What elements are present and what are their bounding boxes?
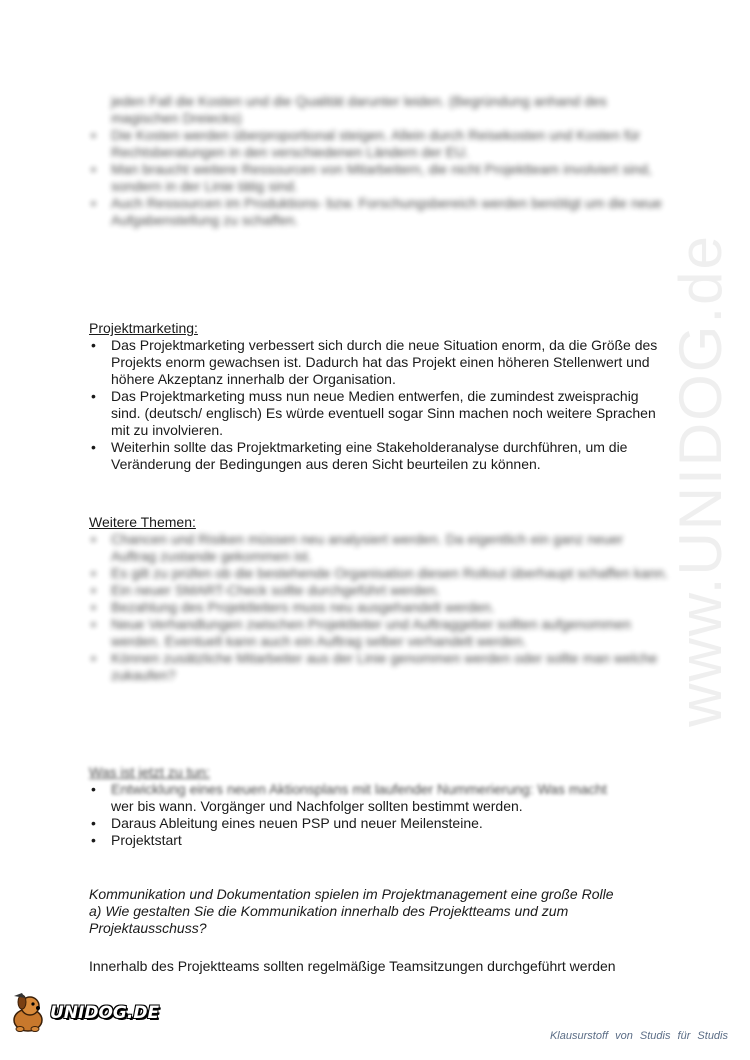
list-item: • Man braucht weitere Ressourcen von Mitarbeitern, die nicht Projektteam involviert sind, sondern in der Linie tätig sind. — [89, 161, 669, 195]
list-item: • Chancen und Risiken müssen neu analysiert werden. Da eigentlich ein ganz neuer Auftrag zustande gekommen ist. — [89, 531, 669, 565]
list-item: • Das Projektmarketing verbessert sich durch die neue Situation enorm, da die Größe des Projekts enorm gewachsen ist. Dadurch hat das Projekt einen höheren Stellenwert und höhere Akzeptanz innerhalb der Organisation. — [89, 337, 669, 388]
list-item: • Neue Verhandlungen zwischen Projektleiter und Auftraggeber sollten aufgenommen werden. Eventuell kann auch ein Auftrag selber verhandelt werden. — [89, 616, 669, 650]
list-item: • Daraus Ableitung eines neuen PSP und neuer Meilensteine. — [89, 815, 669, 832]
list-item: • Die Kosten werden überproportional steigen. Allein durch Reisekosten und Kosten für Rechtsberatungen in den verschiedenen Ländern der EU. — [89, 127, 669, 161]
list-item: • Können zusätzliche Mitarbeiter aus der Linie genommen werden oder sollte man welche zukaufen? — [89, 650, 669, 684]
section-heading: Was ist jetzt zu tun: — [89, 764, 210, 780]
list-item: • Entwicklung eines neuen Aktionsplans mit laufender Nummerierung: Was macht wer bis wann. Vorgänger und Nachfolger sollten bestimmt werden. — [89, 781, 669, 815]
logo-text: UNIDOG.DE — [50, 1003, 160, 1023]
weitere-themen-section — [89, 514, 669, 684]
was-ist-zu-tun-section — [89, 764, 669, 849]
answer-block — [89, 958, 709, 975]
section-heading: Weitere Themen: — [89, 514, 196, 530]
list-item-continuation: jeden Fall die Kosten und die Qualität darunter leiden. (Begründung anhand des magischen Dreiecks) — [111, 93, 607, 126]
list-item: • Auch Ressourcen im Produktions- bzw. Forschungsbereich werden benötigt um die neue Aufgabenstellung zu schaffen. — [89, 195, 669, 229]
section-heading: Projektmarketing: — [89, 320, 198, 336]
unidog-logo — [8, 990, 178, 1036]
dog-icon — [8, 992, 48, 1034]
question-block — [89, 886, 689, 937]
weitere-themen-list — [89, 531, 669, 684]
question-line: a) Wie gestalten Sie die Kommunikation innerhalb des Projektteams und zum Projektausschuss? — [89, 903, 569, 936]
list-item: • Weiterhin sollte das Projektmarketing eine Stakeholderanalyse durchführen, um die Veränderung der Bedingungen aus deren Sicht beurteilen zu können. — [89, 439, 669, 473]
question-line: Kommunikation und Dokumentation spielen im Projektmanagement eine große Rolle — [89, 886, 614, 902]
list-item: • Ein neuer SMART-Check sollte durchgeführt werden. — [89, 582, 669, 599]
list-item: • Projektstart — [89, 832, 669, 849]
footer-tagline: Klausurstoff von Studis für Studis — [549, 1030, 728, 1042]
projektmarketing-section — [89, 320, 669, 473]
watermark: www.UNIDOG.de — [666, 233, 734, 727]
list-item: • Es gilt zu prüfen ob die bestehende Organisation diesen Rollout überhaupt schaffen kann. — [89, 565, 669, 582]
list-item: • Das Projektmarketing muss nun neue Medien entwerfen, die zumindest zweisprachig sind. (deutsch/ englisch) Es würde eventuell sogar Sinn machen noch weitere Sprachen mit zu involvieren. — [89, 388, 669, 439]
top-section — [89, 93, 669, 229]
list-item: • Bezahlung des Projektleiters muss neu ausgehandelt werden. — [89, 599, 669, 616]
answer-text: Innerhalb des Projektteams sollten regelmäßige Teamsitzungen durchgeführt werden — [89, 958, 616, 974]
